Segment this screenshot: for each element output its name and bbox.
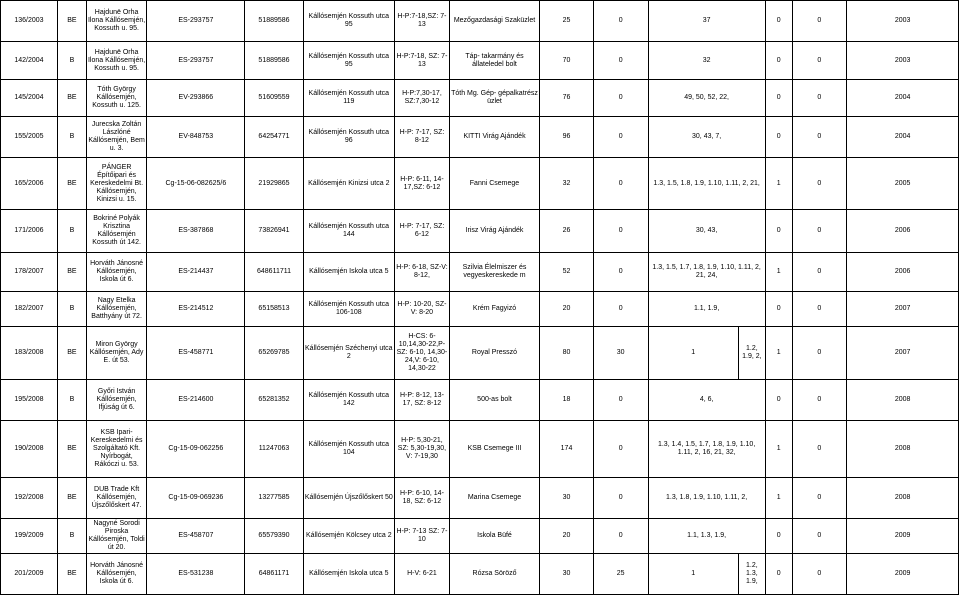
- store-address: Kállósemjén Kossuth utca 104: [303, 421, 395, 478]
- tax-number: 648611711: [245, 253, 303, 292]
- year: 2004: [847, 80, 959, 117]
- store-name: KSB Csemege III: [449, 421, 539, 478]
- opening-hours: H-P:7,30-17, SZ:7,30-12: [395, 80, 450, 117]
- floor-area: 96: [540, 117, 594, 158]
- type-code: BE: [57, 80, 86, 117]
- seats: 30: [593, 327, 648, 380]
- floor-area: 30: [540, 478, 594, 519]
- flag-a: 0: [765, 80, 792, 117]
- store-name: Irisz Virág Ajándék: [449, 210, 539, 253]
- type-code: B: [57, 519, 86, 554]
- year: 2008: [847, 421, 959, 478]
- flag-b: 0: [792, 380, 847, 421]
- floor-area: 70: [540, 42, 594, 80]
- store-address: Kállósemjén Kossuth utca 142: [303, 380, 395, 421]
- product-codes: 1.3, 1.5, 1.8, 1.9, 1.10, 1.11, 2, 21,: [648, 158, 765, 210]
- registration-number: EV-848753: [147, 117, 245, 158]
- type-code: B: [57, 380, 86, 421]
- flag-a: 0: [765, 292, 792, 327]
- product-codes: 4, 6,: [648, 380, 765, 421]
- operator: Miron György Kállósemjén, Ady E. út 53.: [86, 327, 146, 380]
- floor-area: 20: [540, 292, 594, 327]
- registration-number: ES-387868: [147, 210, 245, 253]
- floor-area: 32: [540, 158, 594, 210]
- registration-number: ES-214437: [147, 253, 245, 292]
- product-codes: 1.1, 1.3, 1.9,: [648, 519, 765, 554]
- table-row: [1, 554, 959, 595]
- type-code: BE: [57, 554, 86, 595]
- permit-number: 142/2004: [1, 42, 58, 80]
- flag-b: 0: [792, 42, 847, 80]
- type-code: BE: [57, 253, 86, 292]
- permit-number: 145/2004: [1, 80, 58, 117]
- store-address: Kállósemjén Kossuth utca 95: [303, 42, 395, 80]
- opening-hours: H-P: 10-20, SZ-V: 8-20: [395, 292, 450, 327]
- flag-b: 0: [792, 1, 847, 42]
- type-code: B: [57, 117, 86, 158]
- permit-number: 183/2008: [1, 327, 58, 380]
- flag-a: 1: [765, 327, 792, 380]
- seats: 0: [593, 292, 648, 327]
- flag-a: 0: [765, 554, 792, 595]
- floor-area: 52: [540, 253, 594, 292]
- year: 2005: [847, 158, 959, 210]
- seats: 0: [593, 158, 648, 210]
- registration-number: ES-458707: [147, 519, 245, 554]
- operator: KSB Ipari-Kereskedelmi és Szolgáltató Kft. Nyírbogát, Rákóczi u. 53.: [86, 421, 146, 478]
- table-row: [1, 42, 959, 80]
- store-address: Kállósemjén Iskola utca 5: [303, 253, 395, 292]
- floor-area: 20: [540, 519, 594, 554]
- store-name: KITTI Virág Ajándék: [449, 117, 539, 158]
- operator: DUB Trade Kft Kállósemjén, Újszőlőskert 47.: [86, 478, 146, 519]
- tax-number: 65281352: [245, 380, 303, 421]
- store-name: Szilvia Élelmiszer és vegyeskereskede m: [449, 253, 539, 292]
- floor-area: 76: [540, 80, 594, 117]
- store-address: Kállósemjén Iskola utca 5: [303, 554, 395, 595]
- year: 2008: [847, 380, 959, 421]
- store-address: Kállósemjén Kossuth utca 144: [303, 210, 395, 253]
- type-code: B: [57, 292, 86, 327]
- operator: Nagyné Sorodi Piroska Kállósemjén, Toldi út 20.: [86, 519, 146, 554]
- tax-number: 65579390: [245, 519, 303, 554]
- floor-area: 174: [540, 421, 594, 478]
- product-codes: 1.2, 1.3, 1.9,: [738, 554, 765, 595]
- year: 2009: [847, 519, 959, 554]
- store-name: Iskola Büfé: [449, 519, 539, 554]
- table-row: [1, 327, 959, 380]
- seats: 0: [593, 117, 648, 158]
- permit-number: 178/2007: [1, 253, 58, 292]
- operator: Horváth Jánosné Kállósemjén, Iskola út 6.: [86, 554, 146, 595]
- product-codes: 1.3, 1.4, 1.5, 1.7, 1.8, 1.9, 1.10, 1.11, 2, 16, 21, 32,: [648, 421, 765, 478]
- store-address: Kállósemjén Kossuth utca 119: [303, 80, 395, 117]
- opening-hours: H-P: 6-18, SZ-V: 8-12,: [395, 253, 450, 292]
- permit-number: 199/2009: [1, 519, 58, 554]
- registration-number: ES-458771: [147, 327, 245, 380]
- tax-number: 51889586: [245, 42, 303, 80]
- store-name: Krém Fagyizó: [449, 292, 539, 327]
- opening-hours: H-CS: 6-10,14,30-22,P-SZ: 6-10, 14,30-24,V: 6-10, 14,30-22: [395, 327, 450, 380]
- opening-hours: H-V: 6-21: [395, 554, 450, 595]
- flag-b: 0: [792, 117, 847, 158]
- store-address: Kállósemjén Kossuth utca 106-108: [303, 292, 395, 327]
- flag-b: 0: [792, 158, 847, 210]
- permit-number: 201/2009: [1, 554, 58, 595]
- table-row: [1, 380, 959, 421]
- operator: Jurecska Zoltán Lászlóné Kállósemjén, Bem u. 3.: [86, 117, 146, 158]
- registration-number: EV-293866: [147, 80, 245, 117]
- type-code: BE: [57, 327, 86, 380]
- tax-number: 64861171: [245, 554, 303, 595]
- table-row: [1, 421, 959, 478]
- year: 2003: [847, 42, 959, 80]
- registration-number: ES-214600: [147, 380, 245, 421]
- tax-number: 51889586: [245, 1, 303, 42]
- flag-b: 0: [792, 80, 847, 117]
- opening-hours: H-P: 5,30-21, SZ: 5,30-19,30, V: 7-19,30: [395, 421, 450, 478]
- product-codes: 32: [648, 42, 765, 80]
- flag-a: 1: [765, 478, 792, 519]
- flag-a: 1: [765, 253, 792, 292]
- table-row: [1, 158, 959, 210]
- store-name: Tóth Mg. Gép- gépalkatrész üzlet: [449, 80, 539, 117]
- flag-b: 0: [792, 478, 847, 519]
- opening-hours: H-P:7-18,SZ: 7-13: [395, 1, 450, 42]
- registration-number: ES-531238: [147, 554, 245, 595]
- product-codes: 1.3, 1.8, 1.9, 1.10, 1.11, 2,: [648, 478, 765, 519]
- store-name: Marina Csemege: [449, 478, 539, 519]
- registration-number: ES-293757: [147, 1, 245, 42]
- opening-hours: H-P: 8-12, 13-17, SZ: 8-12: [395, 380, 450, 421]
- floor-area: 80: [540, 327, 594, 380]
- seats: 0: [593, 42, 648, 80]
- flag-b: 0: [792, 292, 847, 327]
- opening-hours: H-P: 7-17, SZ: 6-12: [395, 210, 450, 253]
- year: 2003: [847, 1, 959, 42]
- product-codes: 1.2, 1.9, 2,: [738, 327, 765, 380]
- store-name: Royal Presszó: [449, 327, 539, 380]
- year: 2006: [847, 210, 959, 253]
- registration-number: Cg-15-09-062256: [147, 421, 245, 478]
- permit-number: 192/2008: [1, 478, 58, 519]
- permit-number: 195/2008: [1, 380, 58, 421]
- operator: Hajdunë Orha Ilona Kállósemjén, Kossuth u. 95.: [86, 1, 146, 42]
- flag-b: 0: [792, 421, 847, 478]
- operator: PÁNGER Építőipari és Kereskedelmi Bt. Kállósemjén, Kinizsi u. 15.: [86, 158, 146, 210]
- seats: 0: [593, 421, 648, 478]
- table-row: [1, 117, 959, 158]
- type-code: BE: [57, 421, 86, 478]
- operator: Tóth György Kállósemjén, Kossuth u. 125.: [86, 80, 146, 117]
- table-body: [1, 1, 959, 595]
- flag-a: 0: [765, 380, 792, 421]
- flag-b: 0: [792, 554, 847, 595]
- seats: 0: [593, 519, 648, 554]
- table-row: [1, 292, 959, 327]
- registration-number: ES-214512: [147, 292, 245, 327]
- opening-hours: H-P: 7-17, SZ: 8-12: [395, 117, 450, 158]
- operator: Győri István Kállósemjén, Ifjúság út 6.: [86, 380, 146, 421]
- opening-hours: H-P: 7-13 SZ: 7-10: [395, 519, 450, 554]
- extra-value: 1: [648, 327, 738, 380]
- registration-number: Cg-15-06-082625/6: [147, 158, 245, 210]
- table-row: [1, 80, 959, 117]
- flag-a: 0: [765, 519, 792, 554]
- tax-number: 65158513: [245, 292, 303, 327]
- tax-number: 21929865: [245, 158, 303, 210]
- seats: 0: [593, 478, 648, 519]
- store-address: Kállósemjén Kossuth utca 95: [303, 1, 395, 42]
- registration-number: Cg-15-09-069236: [147, 478, 245, 519]
- flag-b: 0: [792, 253, 847, 292]
- floor-area: 30: [540, 554, 594, 595]
- floor-area: 18: [540, 380, 594, 421]
- opening-hours: H-P: 6-11, 14-17,SZ: 6-12: [395, 158, 450, 210]
- product-codes: 1.3, 1.5, 1.7, 1.8, 1.9, 1.10, 1.11, 2, 21, 24,: [648, 253, 765, 292]
- operator: Bokriné Polyák Krisztina Kállósemjén Kossuth út 142.: [86, 210, 146, 253]
- store-name: 500-as bolt: [449, 380, 539, 421]
- product-codes: 30, 43, 7,: [648, 117, 765, 158]
- flag-b: 0: [792, 519, 847, 554]
- store-name: Fanni Csemege: [449, 158, 539, 210]
- year: 2009: [847, 554, 959, 595]
- year: 2007: [847, 292, 959, 327]
- permit-number: 136/2003: [1, 1, 58, 42]
- store-name: Rózsa Söröző: [449, 554, 539, 595]
- product-codes: 37: [648, 1, 765, 42]
- permit-number: 171/2006: [1, 210, 58, 253]
- table-row: [1, 478, 959, 519]
- operator: Nagy Etelka Kállósemjén, Batthyány út 72.: [86, 292, 146, 327]
- seats: 0: [593, 253, 648, 292]
- type-code: B: [57, 210, 86, 253]
- seats: 0: [593, 210, 648, 253]
- seats: 25: [593, 554, 648, 595]
- store-address: Kállósemjén Kinizsi utca 2: [303, 158, 395, 210]
- flag-a: 1: [765, 421, 792, 478]
- store-address: Kállósemjén Újszőlőskert 50: [303, 478, 395, 519]
- flag-a: 0: [765, 1, 792, 42]
- product-codes: 1.1, 1.9,: [648, 292, 765, 327]
- seats: 0: [593, 380, 648, 421]
- operator: Horváth Jánosné Kállósemjén, Iskola út 6.: [86, 253, 146, 292]
- registration-number: ES-293757: [147, 42, 245, 80]
- permit-number: 155/2005: [1, 117, 58, 158]
- flag-a: 0: [765, 42, 792, 80]
- permit-number: 190/2008: [1, 421, 58, 478]
- tax-number: 73826941: [245, 210, 303, 253]
- flag-b: 0: [792, 327, 847, 380]
- year: 2004: [847, 117, 959, 158]
- table-row: [1, 1, 959, 42]
- seats: 0: [593, 80, 648, 117]
- tax-number: 64254771: [245, 117, 303, 158]
- type-code: BE: [57, 1, 86, 42]
- year: 2008: [847, 478, 959, 519]
- store-address: Kállósemjén Kölcsey utca 2: [303, 519, 395, 554]
- tax-number: 65269785: [245, 327, 303, 380]
- opening-hours: H-P:7-18, SZ: 7-13: [395, 42, 450, 80]
- year: 2006: [847, 253, 959, 292]
- permit-number: 182/2007: [1, 292, 58, 327]
- opening-hours: H-P: 6-10, 14-18, SZ: 6-12: [395, 478, 450, 519]
- store-address: Kállósemjén Széchenyi utca 2: [303, 327, 395, 380]
- table-row: [1, 210, 959, 253]
- flag-a: 0: [765, 117, 792, 158]
- flag-a: 1: [765, 158, 792, 210]
- permit-number: 165/2006: [1, 158, 58, 210]
- product-codes: 30, 43,: [648, 210, 765, 253]
- store-address: Kállósemjén Kossuth utca 96: [303, 117, 395, 158]
- tax-number: 13277585: [245, 478, 303, 519]
- type-code: B: [57, 42, 86, 80]
- seats: 0: [593, 1, 648, 42]
- type-code: BE: [57, 158, 86, 210]
- flag-b: 0: [792, 210, 847, 253]
- flag-a: 0: [765, 210, 792, 253]
- operator: Hajdunë Orha Ilona Kállósemjén, Kossuth u. 95.: [86, 42, 146, 80]
- tax-number: 11247063: [245, 421, 303, 478]
- year: 2007: [847, 327, 959, 380]
- extra-value: 1: [648, 554, 738, 595]
- table-row: [1, 253, 959, 292]
- floor-area: 26: [540, 210, 594, 253]
- store-name: Táp- takarmány és állateledel bolt: [449, 42, 539, 80]
- table-row: [1, 519, 959, 554]
- type-code: BE: [57, 478, 86, 519]
- product-codes: 49, 50, 52, 22,: [648, 80, 765, 117]
- tax-number: 51609559: [245, 80, 303, 117]
- store-name: Mezőgazdasági Szaküzlet: [449, 1, 539, 42]
- floor-area: 25: [540, 1, 594, 42]
